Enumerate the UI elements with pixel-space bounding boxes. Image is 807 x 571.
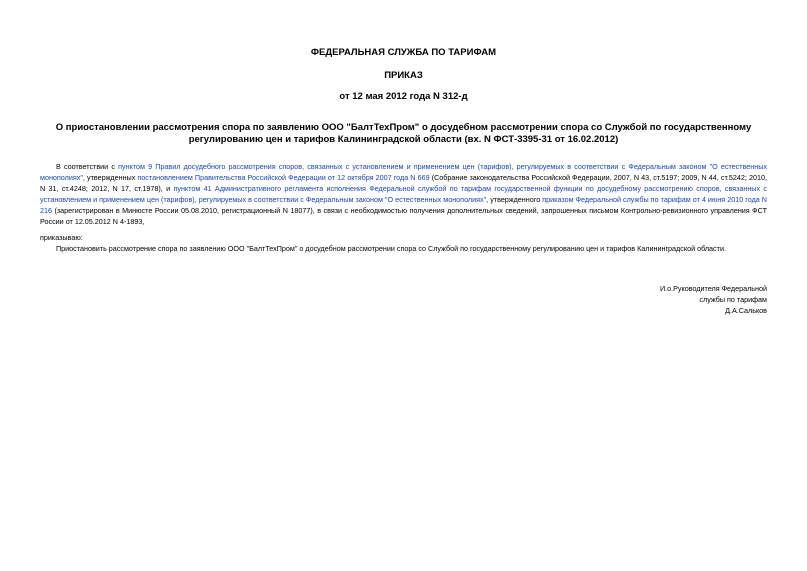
document-date-number: от 12 мая 2012 года N 312-д xyxy=(339,91,468,102)
signature-block xyxy=(547,283,767,316)
link-rules-item-9[interactable]: пунктом 9 Правил досудебного рассмотрения споров, связанных с установлением и применением цен (тарифов), регулируемых в соответствии с Федеральным законом "О естественных монополиях" xyxy=(40,162,768,182)
link-government-decree-669[interactable]: постановлением Правительства Российской Федерации от 12 октября 2007 года N 669 xyxy=(137,173,430,182)
preamble-text-2: , утвержденных xyxy=(82,173,138,182)
document-title: О приостановлении рассмотрения спора по заявлению ООО "БалтТехПром" о досудебном рассмотрении спора со Службой по государственному регулированию цен и тарифов Калининградской области (вх. N ФСТ-3395-31 от 16.02.2012) xyxy=(55,122,752,145)
preamble-text-1: В соответствии с xyxy=(56,162,119,171)
preamble-text-4: , утвержденного xyxy=(486,195,543,204)
agency-name: ФЕДЕРАЛЬНАЯ СЛУЖБА ПО ТАРИФАМ xyxy=(310,47,497,58)
preamble-text-3: (Собрание законодательства Российской Федерации, 2007, N 43, ст.5197; 2009, N 44, ст.5242; 2010, N 31, ст.4248; 2012, N 17, ст.1978), и xyxy=(40,173,768,193)
document-type: ПРИКАЗ xyxy=(384,70,423,81)
link-regulation-item-41[interactable]: пунктом 41 Административного регламента исполнения Федеральной службой по тарифам государственной функции по досудебному рассмотрению споров, связанных с установлением и применением цен (тарифов), регулируемых в соответствии с Федеральным законом "О естественных монополиях" xyxy=(40,184,767,204)
decree-item: Приостановить рассмотрение спора по заявлению ООО "БалтТехПром" о досудебном рассмотрении спора со Службой по государственному регулированию цен и тарифов Калининградской области. xyxy=(56,244,726,253)
link-fst-order-216[interactable]: приказом Федеральной службы по тарифам от 4 июня 2010 года N 216 xyxy=(40,195,767,215)
preamble-text-5: (зарегистрирован в Минюсте России 05.08.2010, регистрационный N 18077), в связи с необходимостью получения дополнительных сведений, запрошенных письмом Контрольно-ревизионного управления ФСТ России от 12.05.2012 N 4-1893, xyxy=(40,206,767,226)
signature-agency: службы по тарифам xyxy=(699,295,767,304)
signature-position: И.о.Руководителя Федеральной xyxy=(659,284,767,293)
signature-name: Д.А.Сальков xyxy=(725,306,767,315)
decree-word: приказываю: xyxy=(40,233,83,242)
preamble-paragraph xyxy=(40,161,767,227)
